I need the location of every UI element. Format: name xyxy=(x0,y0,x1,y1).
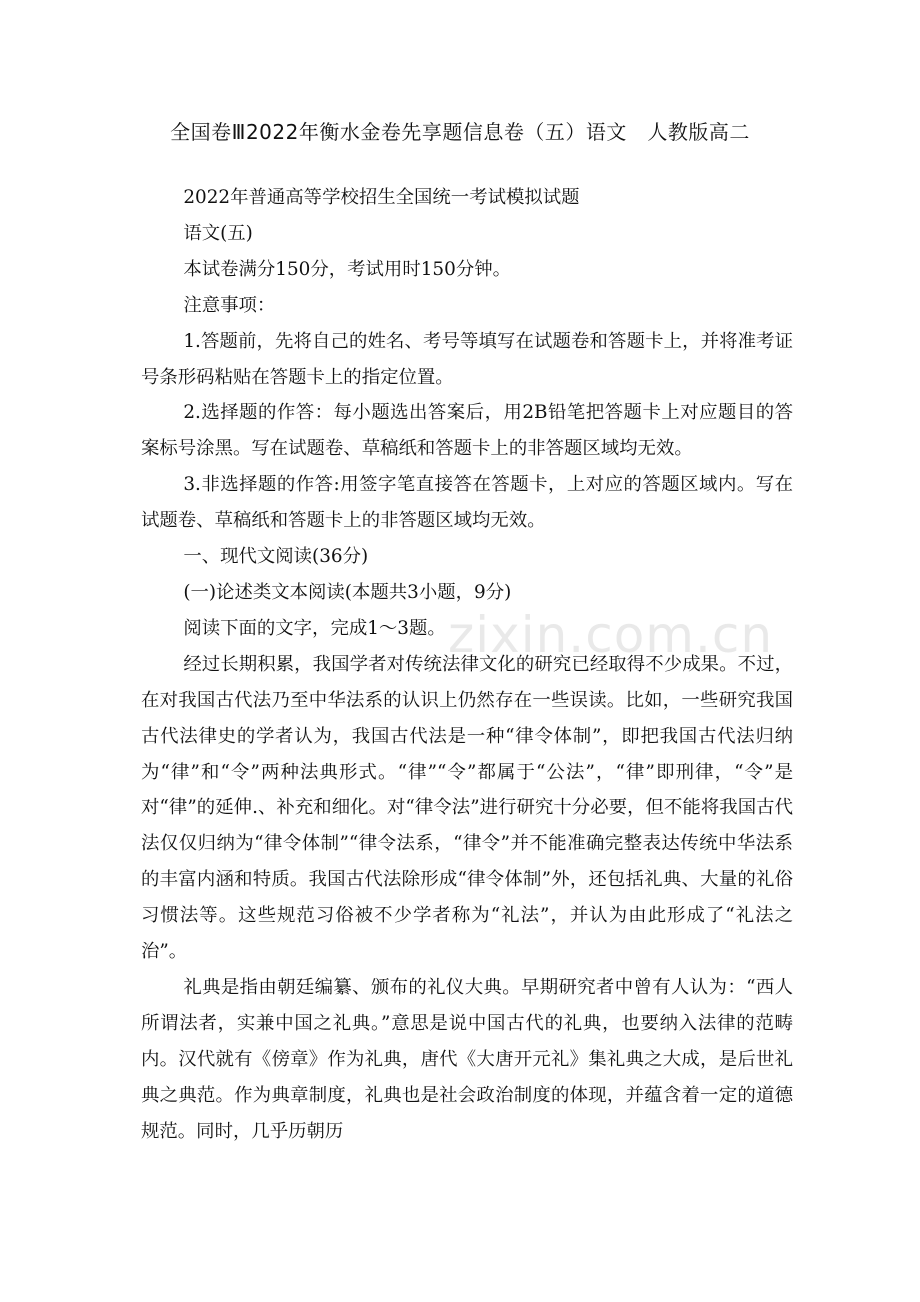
score-time-line: 本试卷满分150分，考试用时150分钟。 xyxy=(183,258,511,280)
section-heading: 一、现代文阅读(36分) xyxy=(183,546,369,568)
reading-instruction: 阅读下面的文字，完成1～3题。 xyxy=(183,617,446,639)
watermark: zixin.com.cn xyxy=(448,606,774,664)
notice-item-2: 2.选择题的作答：每小题选出答案后，用2B铅笔把答题卡上对应题目的答案标号涂黑。写在试题卷、草稿纸和答题卡上的非答题区域均无效。 xyxy=(141,402,793,460)
notice-item-3: 3.非选择题的作答:用签字笔直接答在答题卡，上对应的答题区域内。写在试题卷、草稿纸和答题卡上的非答题区域均无效。 xyxy=(141,474,793,532)
body-paragraph-2: 礼典是指由朝廷编纂、颁布的礼仪大典。早期研究者中曾有人认为：“西人所谓法者，实兼中国之礼典。”意思是说中国古代的礼典，也要纳入法律的范畴内。汉代就有《傍章》作为礼典，唐代《大唐开元礼》集礼典之大成，是后世礼典之典范。作为典章制度，礼典也是社会政治制度的体现，并蕴含着一定的道德规范。同时，几乎历朝历 xyxy=(141,976,793,1142)
notice-heading: 注意事项： xyxy=(183,294,276,316)
document-body xyxy=(141,180,793,1149)
notice-item-1: 1.答题前，先将自己的姓名、考号等填写在试题卷和答题卡上，并将准考证号条形码粘贴在答题卡上的指定位置。 xyxy=(141,330,793,388)
exam-heading: 2022年普通高等学校招生全国统一考试模拟试题 xyxy=(183,187,580,208)
body-paragraph-1: 经过长期积累，我国学者对传统法律文化的研究已经取得不少成果。不过，在对我国古代法乃至中华法系的认识上仍然存在一些误读。比如，一些研究我国古代法律史的学者认为，我国古代法是一种“律令体制”，即把我国古代法归纳为“律”和“令”两种法典形式。“律”“令”都属于“公法”，“律”即刑律，“令”是对“律”的延伸.、补充和细化。对“律令法”进行研究十分必要，但不能将我国古代法仅仅归纳为“律令体制”“律令法系，“律令”并不能准确完整表达传统中华法系的丰富内涵和特质。我国古代法除形成“律令体制”外，还包括礼典、大量的礼俗习惯法等。这些规范习俗被不少学者称为“礼法”，并认为由此形成了“礼法之治”。 xyxy=(141,653,793,963)
subject-line: 语文(五) xyxy=(183,222,253,244)
subsection-heading: (一)论述类文本阅读(本题共3小题，9分) xyxy=(183,581,512,603)
document-title: 全国卷Ⅲ2022年衡水金卷先享题信息卷（五）语文 人教版高二 xyxy=(170,120,750,144)
